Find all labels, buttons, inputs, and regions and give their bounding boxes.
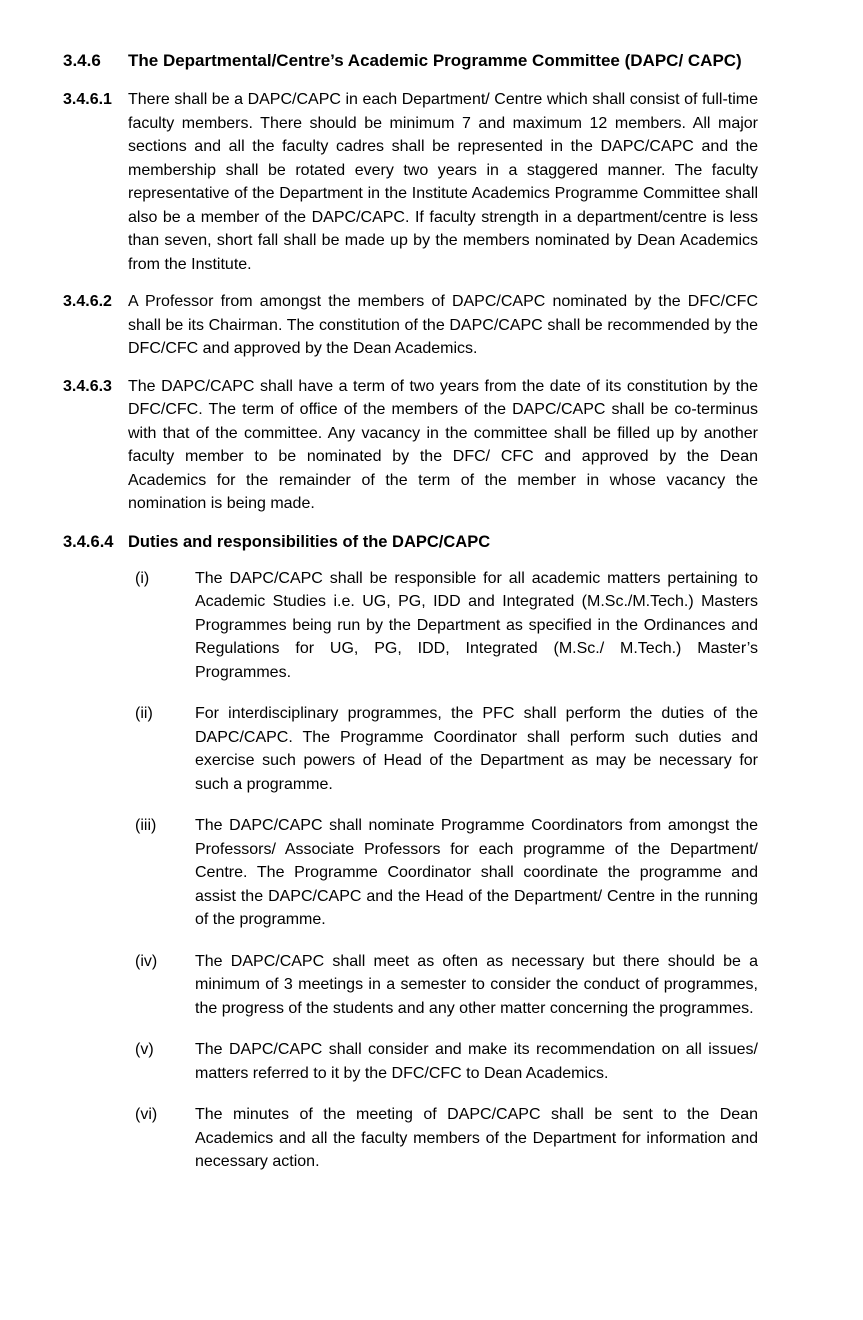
duties-list bbox=[63, 567, 758, 1174]
list-item-text: The DAPC/CAPC shall nominate Programme Coordinators from amongst the Professors/ Associate Professors for each programme of the Department/ Centre. The Programme Coordinator shall coordinate the programme and assist the DAPC/CAPC and the Head of the Department/ Centre in the running of the programme. bbox=[195, 817, 758, 928]
list-item-marker: (v) bbox=[135, 1041, 154, 1058]
list-item-marker: (vi) bbox=[135, 1106, 158, 1123]
subsection-title: Duties and responsibilities of the DAPC/CAPC bbox=[128, 532, 491, 551]
document-content bbox=[63, 49, 769, 1192]
paragraph-3462 bbox=[63, 290, 758, 361]
list-item-text: For interdisciplinary programmes, the PFC shall perform the duties of the DAPC/CAPC. The Programme Coordinator shall perform such duties and exercise such powers of Head of the Department as may be necessary for such a programme. bbox=[195, 705, 758, 793]
list-item-iv bbox=[63, 950, 758, 1021]
list-item-text: The minutes of the meeting of DAPC/CAPC shall be sent to the Dean Academics and all the faculty members of the Department for information and necessary action. bbox=[195, 1106, 758, 1170]
list-item-marker: (ii) bbox=[135, 705, 153, 722]
paragraph-3461 bbox=[63, 88, 758, 276]
list-item-marker: (iv) bbox=[135, 952, 158, 970]
list-item-i bbox=[63, 567, 758, 685]
subsection-heading bbox=[63, 530, 769, 554]
list-item-text: The DAPC/CAPC shall be responsible for all academic matters pertaining to Academic Studies i.e. UG, PG, IDD and Integrated (M.Sc./M.Tech.) Masters Programmes being run by the Department as specified in the Ordinances and Regulations for UG, PG, IDD, Integrated (M.Sc./ M.Tech.) Master’s Programmes. bbox=[195, 569, 758, 681]
subsection-number: 3.4.6.4 bbox=[63, 532, 114, 551]
list-item-text: The DAPC/CAPC shall meet as often as necessary but there should be a minimum of 3 meetings in a semester to consider the conduct of programmes, the progress of the students and any other matter concerning the programmes. bbox=[195, 952, 758, 1017]
list-item-iii bbox=[63, 814, 758, 932]
paragraph-number: 3.4.6.3 bbox=[63, 377, 112, 395]
section-number: 3.4.6 bbox=[63, 51, 101, 70]
list-item-vi bbox=[63, 1103, 758, 1174]
paragraph-text: The DAPC/CAPC shall have a term of two years from the date of its constitution by the DFC/CFC. The term of office of the members of the DAPC/CAPC shall be co-terminus with that of the committee. Any vacancy in the committee shall be filled up by another faculty member to be nominated by the DFC/ CFC and approved by the Dean Academics for the remainder of the term of the member in whose vacancy the nomination is being made. bbox=[128, 377, 758, 512]
list-item-text: The DAPC/CAPC shall consider and make its recommendation on all issues/ matters referred to it by the DFC/CFC to Dean Academics. bbox=[195, 1041, 758, 1082]
list-item-ii bbox=[63, 702, 758, 796]
paragraph-text: A Professor from amongst the members of DAPC/CAPC nominated by the DFC/CFC shall be its Chairman. The constitution of the DAPC/CAPC shall be recommended by the DFC/CFC and approved by the Dean Academics. bbox=[128, 293, 758, 357]
paragraph-3463 bbox=[63, 375, 758, 516]
list-item-marker: (i) bbox=[135, 569, 150, 587]
paragraph-number: 3.4.6.2 bbox=[63, 293, 112, 310]
paragraph-number: 3.4.6.1 bbox=[63, 91, 112, 108]
section-title: The Departmental/Centre’s Academic Programme Committee (DAPC/ CAPC) bbox=[128, 51, 742, 70]
paragraph-text: There shall be a DAPC/CAPC in each Department/ Centre which shall consist of full-time faculty members. There should be minimum 7 and maximum 12 members. All major sections and all the faculty cadres shall be represented in the DAPC/CAPC and the membership shall be rotated every two years in a staggered manner. The faculty representative of the Department in the Institute Academics Programme Committee shall also be a member of the DAPC/CAPC. If faculty strength in a department/centre is less than seven, short fall shall be made up by the members nominated by Dean Academics from the Institute. bbox=[128, 91, 758, 273]
list-item-v bbox=[63, 1038, 758, 1085]
list-item-marker: (iii) bbox=[135, 817, 157, 834]
section-heading bbox=[63, 49, 769, 73]
